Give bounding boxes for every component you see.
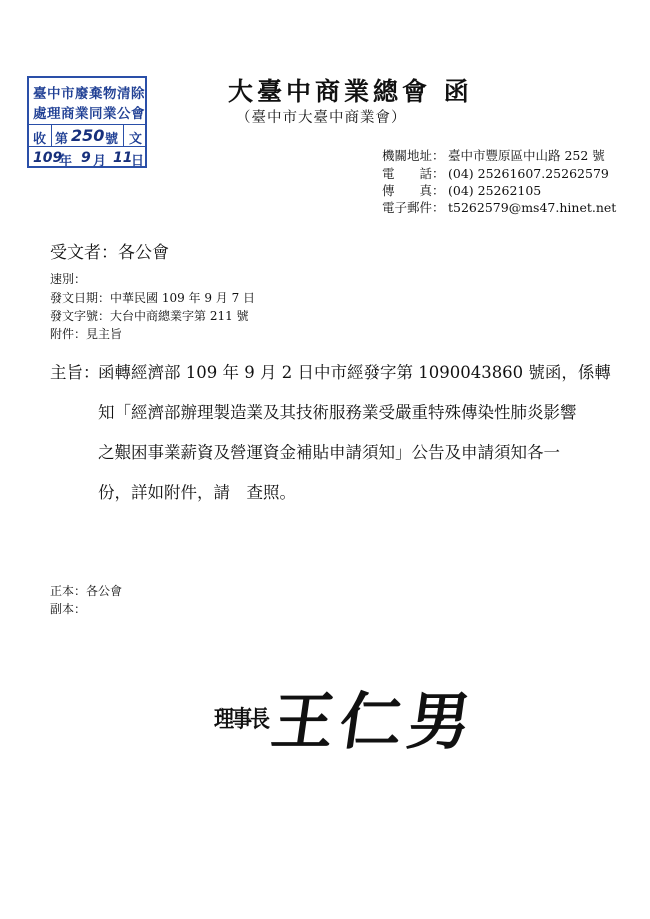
subject-label: 主旨： bbox=[50, 363, 100, 382]
stamp-org-line1: 臺中市廢棄物清除 bbox=[33, 86, 145, 102]
receipt-stamp bbox=[27, 76, 147, 168]
signature-title: 理事長 bbox=[214, 704, 268, 733]
contact-fax-value: (04) 25262105 bbox=[448, 183, 542, 198]
subject-line-1: 函轉經濟部 109 年 9 月 2 日中市經發字第 1090043860 號函，係轉 bbox=[98, 363, 611, 382]
stamp-divider-v1 bbox=[51, 124, 52, 146]
meta-attachment: 附件：見主旨 bbox=[50, 327, 123, 341]
copy-cc: 副本： bbox=[50, 602, 87, 616]
contact-phone bbox=[382, 164, 609, 182]
contact-fax bbox=[382, 181, 541, 199]
subject-line-4: 份，詳如附件，請 查照。 bbox=[98, 483, 296, 502]
contact-phone-label: 電 話： bbox=[382, 166, 445, 181]
stamp-receive-suffix: 號 bbox=[105, 132, 119, 147]
contact-address-value: 臺中市豐原區中山路 252 號 bbox=[448, 148, 605, 163]
stamp-date-month-label: 月 bbox=[93, 154, 107, 169]
stamp-divider-2 bbox=[29, 146, 145, 147]
contact-email bbox=[382, 198, 616, 216]
contact-address-label: 機關地址： bbox=[382, 148, 445, 163]
contact-email-value: t5262579@ms47.hinet.net bbox=[448, 200, 617, 215]
stamp-receive-type: 文 bbox=[129, 132, 143, 147]
stamp-date-year: 109 bbox=[33, 150, 63, 166]
document-title: 大臺中商業總會 函 bbox=[228, 77, 473, 106]
stamp-date-day: 11 bbox=[113, 150, 133, 166]
contact-phone-value: (04) 25261607.25262579 bbox=[448, 166, 609, 181]
subject-line-2: 知「經濟部辦理製造業及其技術服務業受嚴重特殊傳染性肺炎影響 bbox=[98, 403, 577, 422]
stamp-receive-prefix: 第 bbox=[55, 132, 69, 147]
copy-original: 正本：各公會 bbox=[50, 584, 123, 598]
meta-issue-date: 發文日期：中華民國 109 年 9 月 7 日 bbox=[50, 291, 256, 305]
meta-doc-number: 發文字號：大台中商總業字第 211 號 bbox=[50, 309, 249, 323]
stamp-divider bbox=[29, 124, 145, 125]
stamp-receive-number: 250 bbox=[71, 126, 105, 145]
subject-line-3: 之艱困事業薪資及營運資金補貼申請須知」公告及申請須知各一 bbox=[98, 443, 560, 462]
stamp-org-line2: 處理商業同業公會 bbox=[33, 106, 145, 122]
contact-address bbox=[382, 146, 605, 164]
stamp-date-day-label: 日 bbox=[131, 154, 145, 169]
contact-fax-label: 傳 真： bbox=[382, 183, 445, 198]
stamp-divider-v2 bbox=[123, 124, 124, 146]
signature-name: 王仁男 bbox=[267, 685, 482, 758]
contact-email-label: 電子郵件： bbox=[382, 200, 445, 215]
stamp-date-month: 9 bbox=[81, 150, 91, 166]
meta-speed: 速別： bbox=[50, 272, 87, 286]
document-subtitle: （臺中市大臺中商業會） bbox=[236, 110, 407, 126]
recipient: 受文者：各公會 bbox=[50, 243, 169, 263]
stamp-receive-label: 收 bbox=[33, 132, 47, 147]
stamp-date-year-label: 年 bbox=[59, 154, 73, 169]
